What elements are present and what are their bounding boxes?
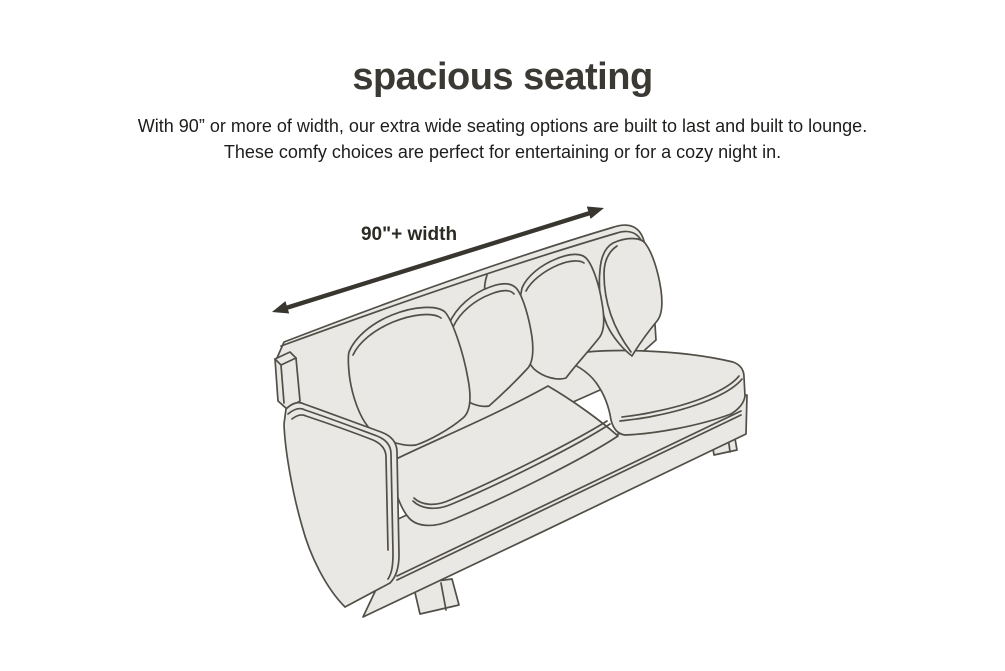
subtitle-line-1: With 90” or more of width, our extra wide seating options are built to last and built to lounge. [137, 116, 868, 136]
page-title: spacious seating [352, 56, 653, 98]
arrow-head-right-icon [587, 207, 604, 219]
arrow-head-left-icon [272, 301, 289, 313]
sofa-arm-left [284, 403, 399, 607]
width-arrow-label: 90"+ width [360, 224, 458, 245]
sofa-back-post [275, 352, 300, 409]
sofa-illustration [275, 225, 747, 617]
subtitle-line-2: These comfy choices are perfect for entertaining or for a cozy night in. [223, 142, 782, 162]
